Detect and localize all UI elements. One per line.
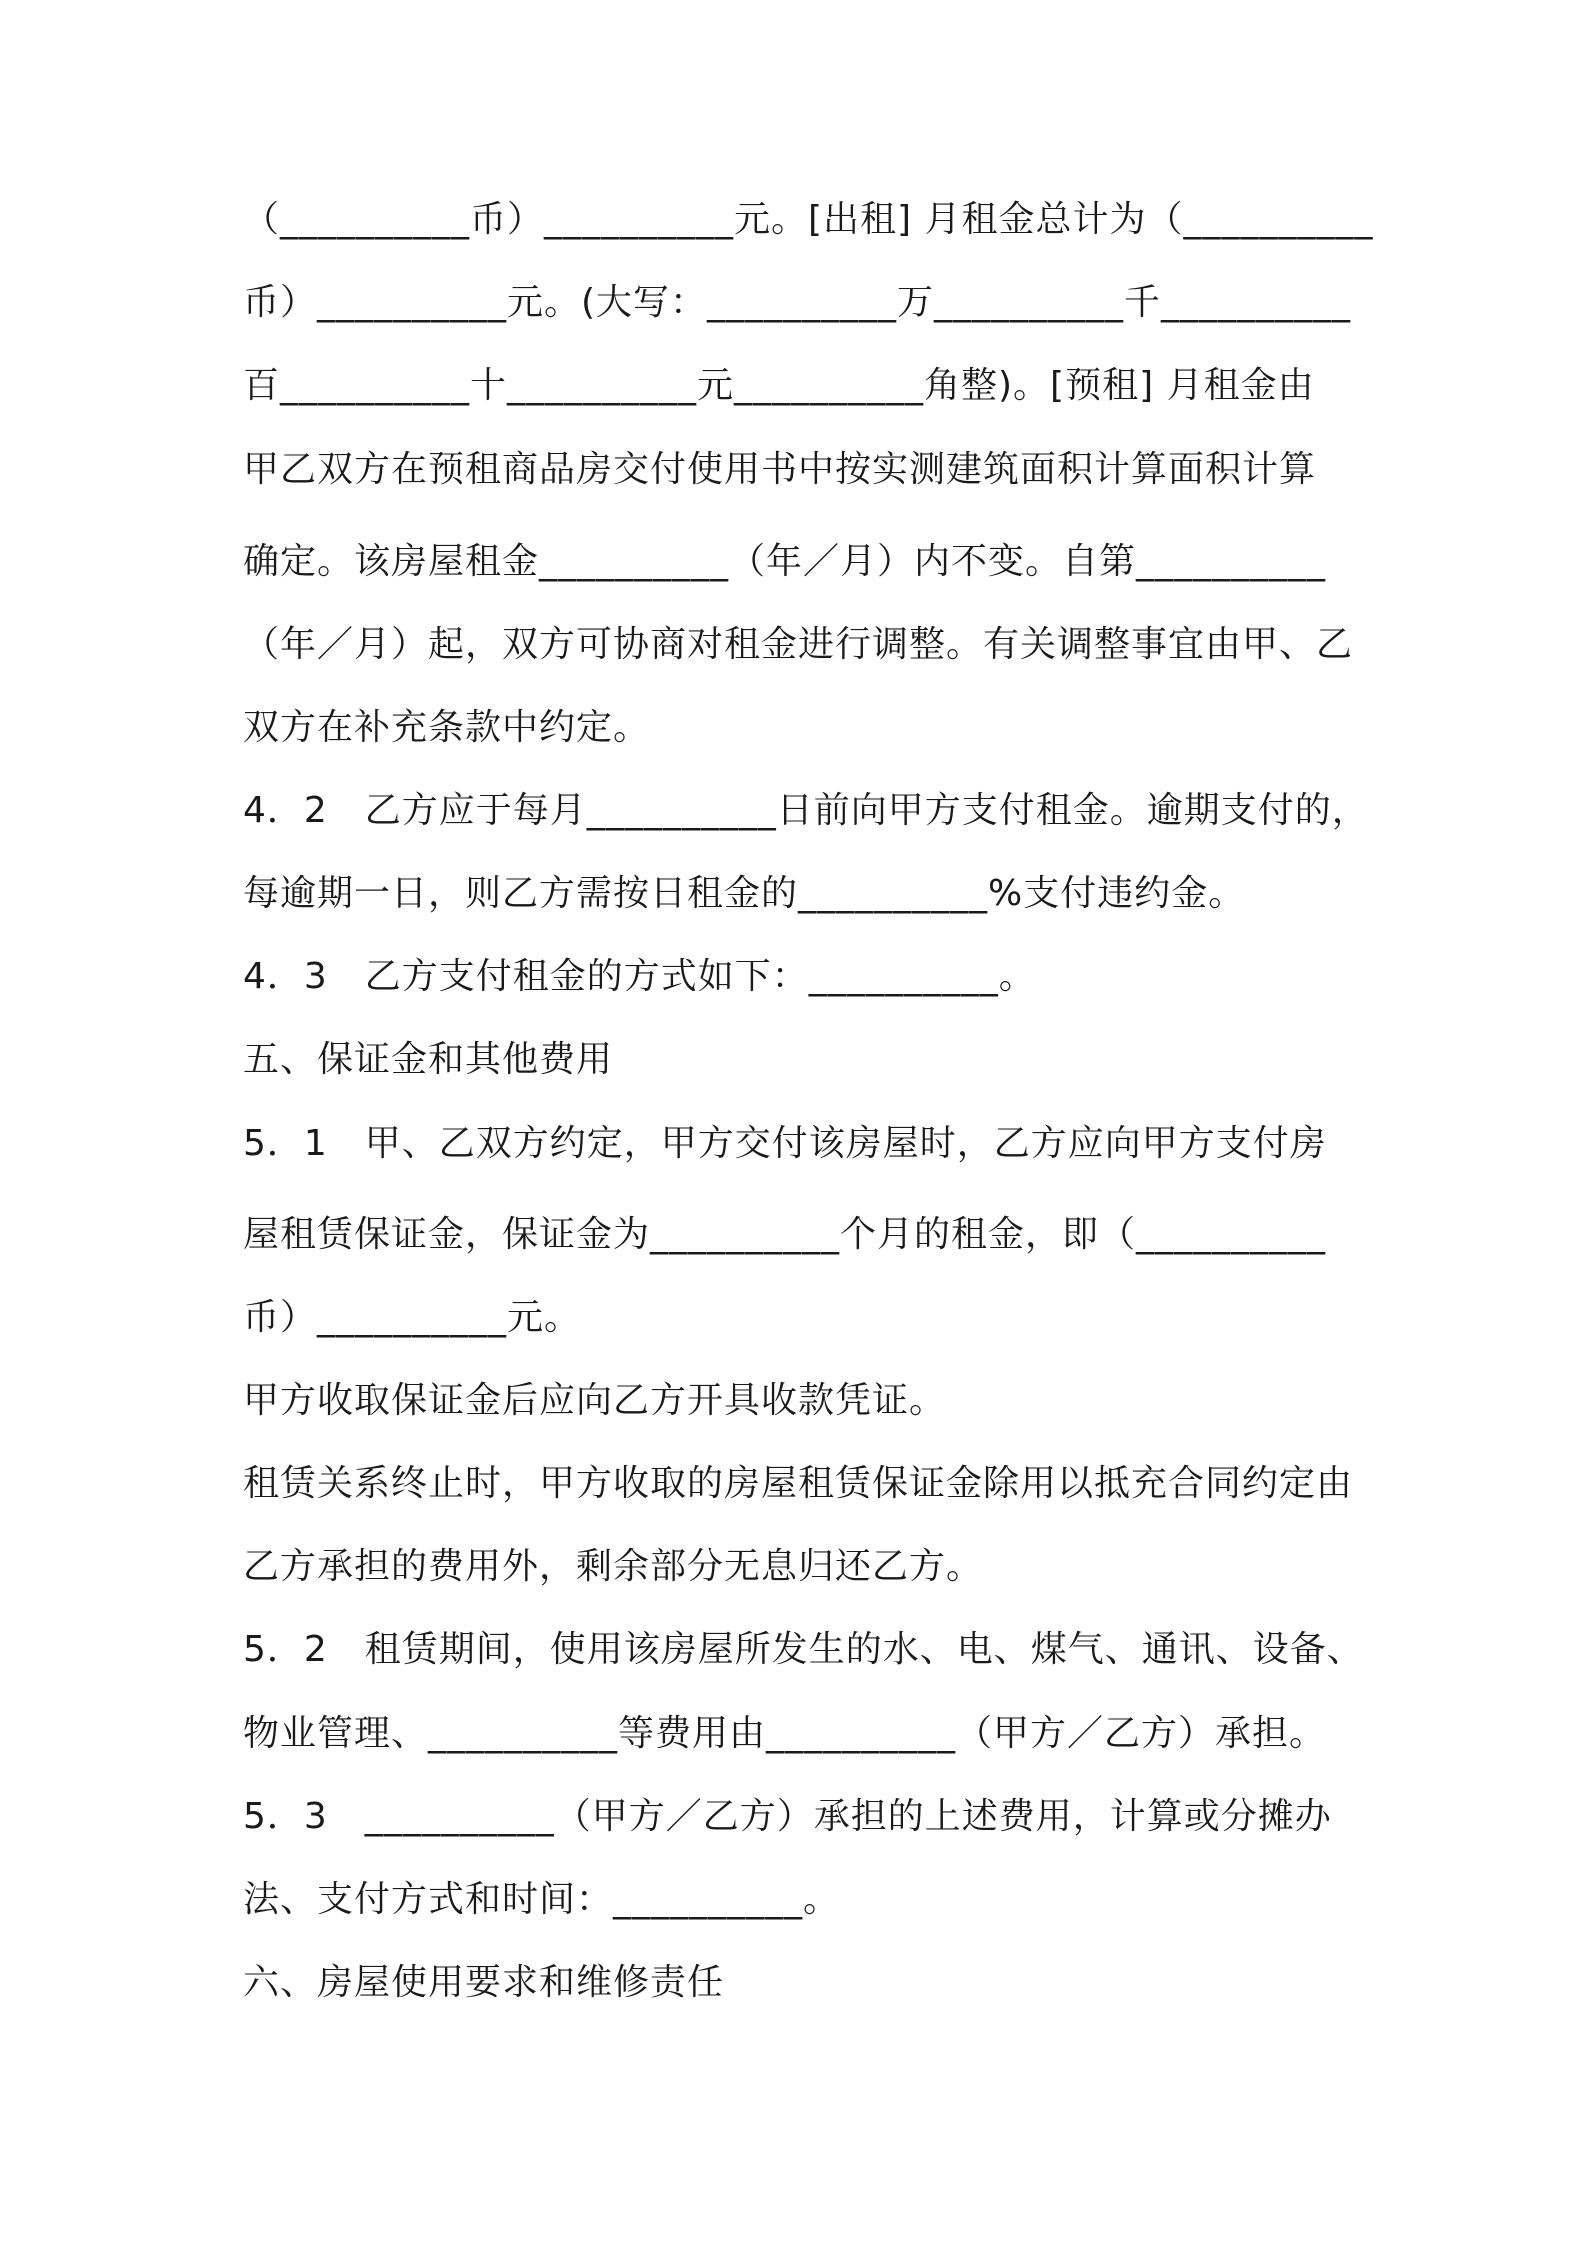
section-4-2-line: 4．2 乙方应于每月__________日前向甲方支付租金。逾期支付的，	[243, 790, 1369, 831]
text-line: （__________币）__________元。[出租] 月租金总计为（__________	[243, 199, 1374, 240]
text-line: 确定。该房屋租金__________（年／月）内不变。自第__________	[243, 541, 1327, 582]
text-line: 币）__________元。(大写：__________万__________千__________	[243, 282, 1352, 323]
text-line: 法、支付方式和时间：__________。	[243, 1879, 841, 1920]
text-line: 甲方收取保证金后应向乙方开具收款凭证。	[243, 1380, 947, 1421]
text-line: 每逾期一日，则乙方需按日租金的__________%支付违约金。	[243, 873, 1246, 914]
section-4-3-line: 4．3 乙方支付租金的方式如下：__________。	[243, 956, 1036, 997]
section-heading-5: 五、保证金和其他费用	[243, 1039, 614, 1080]
text-line: 双方在补充条款中约定。	[243, 707, 651, 748]
text-line: 物业管理、__________等费用由__________（甲方／乙方）承担。	[243, 1713, 1327, 1754]
text-line: （年／月）起，双方可协商对租金进行调整。有关调整事宜由甲、乙	[243, 624, 1354, 665]
section-5-2-line: 5．2 租赁期间，使用该房屋所发生的水、电、煤气、通讯、设备、	[243, 1629, 1364, 1670]
text-line: 币）__________元。	[243, 1297, 582, 1338]
text-line: 百__________十__________元__________角整)。[预租] 月租金由	[243, 365, 1315, 406]
section-5-1-line: 5．1 甲、乙双方约定，甲方交付该房屋时，乙方应向甲方支付房	[243, 1123, 1327, 1164]
text-line: 租赁关系终止时，甲方收取的房屋租赁保证金除用以抵充合同约定由	[243, 1463, 1354, 1504]
text-line: 乙方承担的费用外，剩余部分无息归还乙方。	[243, 1546, 984, 1587]
text-line: 屋租赁保证金，保证金为__________个月的租金，即（__________	[243, 1214, 1327, 1255]
text-line: 甲乙双方在预租商品房交付使用书中按实测建筑面积计算面积计算	[243, 449, 1317, 490]
section-heading-6: 六、房屋使用要求和维修责任	[243, 1962, 725, 2003]
section-5-3-line: 5．3 __________（甲方／乙方）承担的上述费用，计算或分摊办	[243, 1796, 1332, 1837]
